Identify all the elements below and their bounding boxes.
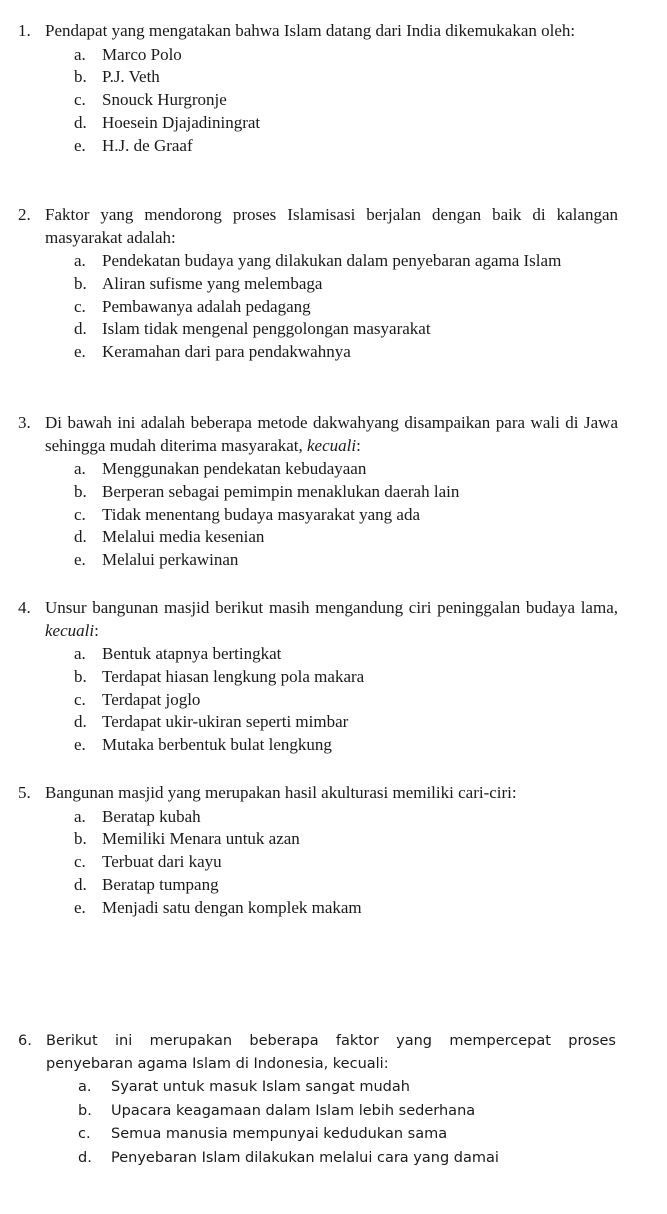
- option-b: [74, 66, 618, 89]
- option-letter: a.: [74, 644, 86, 663]
- option-c: [78, 1123, 616, 1147]
- question-text: [45, 412, 618, 457]
- option-letter: c.: [74, 296, 86, 316]
- option-letter: a.: [74, 44, 86, 64]
- question-text: Faktor yang mendorong proses Islamisasi berjalan dengan baik di kalangan masyarakat adalah:: [45, 205, 618, 247]
- option-letter: c.: [78, 1126, 91, 1142]
- option-text: Menggunakan pendekatan kebudayaan: [102, 459, 367, 478]
- question-4: [18, 597, 618, 757]
- option-b: [74, 828, 618, 851]
- option-list: [18, 1076, 616, 1170]
- option-text: Syarat untuk masuk Islam sangat mudah: [111, 1079, 410, 1095]
- option-text: Snouck Hurgronje: [102, 90, 227, 110]
- option-text: Islam tidak mengenal penggolongan masyarakat: [102, 319, 431, 339]
- option-letter: a.: [78, 1079, 92, 1095]
- option-text: P.J. Veth: [102, 67, 160, 87]
- option-text: Melalui media kesenian: [102, 527, 265, 547]
- option-text: Terbuat dari kayu: [102, 852, 222, 872]
- option-b: [74, 481, 618, 504]
- option-letter: e.: [74, 897, 86, 917]
- option-b: [78, 1100, 616, 1124]
- question-suffix: :: [94, 620, 99, 640]
- option-c: [74, 89, 618, 112]
- question-number: 6.: [18, 1033, 32, 1049]
- option-b: [74, 666, 618, 689]
- option-c: [74, 504, 618, 527]
- option-text: Hoesein Djajadiningrat: [102, 112, 261, 132]
- question-5: [18, 782, 618, 919]
- option-text: Keramahan dari para pendakwahnya: [102, 342, 351, 362]
- option-e: [74, 135, 618, 158]
- option-c: [74, 296, 618, 319]
- question-stem: [18, 412, 618, 457]
- option-text: Semua manusia mempunyai kedudukan sama: [111, 1126, 448, 1142]
- option-letter: c.: [74, 90, 86, 110]
- option-d: [78, 1147, 616, 1171]
- option-text: Melalui perkawinan: [102, 550, 239, 570]
- option-letter: c.: [74, 504, 86, 524]
- option-letter: b.: [78, 1102, 92, 1119]
- option-a: [78, 1076, 616, 1100]
- option-d: [74, 112, 618, 135]
- option-text: Terdapat joglo: [102, 689, 201, 709]
- option-c: [74, 689, 618, 712]
- option-letter: d.: [74, 319, 87, 339]
- question-emphasis: kecuali: [45, 620, 95, 640]
- option-letter: b.: [74, 829, 87, 849]
- question-number: 3.: [18, 413, 31, 432]
- question-text: Pendapat yang mengatakan bahwa Islam datang dari India dikemukakan oleh:: [45, 21, 576, 40]
- question-stem: [18, 204, 618, 249]
- question-emphasis: kecuali: [307, 435, 357, 455]
- question-text: [45, 597, 618, 642]
- option-text: Upacara keagamaan dalam Islam lebih sederhana: [111, 1102, 476, 1119]
- option-text: Aliran sufisme yang melembaga: [102, 273, 323, 293]
- option-text: Beratap tumpang: [102, 874, 219, 894]
- option-letter: a.: [74, 251, 86, 270]
- question-number: 4.: [18, 598, 31, 617]
- option-letter: c.: [74, 689, 86, 709]
- question-6: [18, 1030, 616, 1170]
- option-e: [74, 549, 618, 572]
- option-a: [74, 458, 618, 481]
- option-letter: b.: [74, 666, 87, 686]
- option-list: [18, 44, 618, 158]
- option-text: Berperan sebagai pemimpin menaklukan daerah lain: [102, 481, 460, 501]
- option-text: Marco Polo: [102, 44, 182, 64]
- option-letter: d.: [74, 527, 87, 547]
- option-text: Bentuk atapnya bertingkat: [102, 644, 282, 663]
- option-text: Beratap kubah: [102, 806, 201, 826]
- option-letter: e.: [74, 135, 86, 155]
- option-letter: b.: [74, 67, 87, 87]
- question-suffix: :: [356, 435, 361, 455]
- option-text: Menjadi satu dengan komplek makam: [102, 897, 362, 917]
- option-letter: d.: [78, 1149, 92, 1166]
- option-text: H.J. de Graaf: [102, 135, 193, 155]
- question-text: Bangunan masjid yang merupakan hasil akulturasi memiliki cari-ciri:: [45, 783, 517, 802]
- option-letter: b.: [74, 481, 87, 501]
- option-letter: c.: [74, 852, 86, 872]
- option-c: [74, 851, 618, 874]
- option-letter: a.: [74, 806, 86, 826]
- question-2: [18, 204, 618, 364]
- option-letter: e.: [74, 735, 86, 755]
- option-letter: d.: [74, 874, 87, 894]
- option-letter: d.: [74, 112, 87, 132]
- option-d: [74, 874, 618, 897]
- question-stem: [18, 20, 618, 43]
- option-list: [18, 806, 618, 920]
- option-a: [74, 250, 618, 273]
- option-text: Terdapat ukir-ukiran seperti mimbar: [102, 712, 349, 732]
- option-text: Pendekatan budaya yang dilakukan dalam penyebaran agama Islam: [102, 251, 562, 270]
- option-list: [18, 458, 618, 572]
- option-e: [74, 341, 618, 364]
- question-number: 2.: [18, 205, 31, 224]
- option-letter: b.: [74, 273, 87, 293]
- question-text: Berikut ini merupakan beberapa faktor yang mempercepat proses penyebaran agama Islam di Indonesia, kecuali:: [46, 1033, 616, 1072]
- option-a: [74, 643, 618, 666]
- option-text: Pembawanya adalah pedagang: [102, 296, 311, 316]
- option-a: [74, 44, 618, 67]
- option-text: Mutaka berbentuk bulat lengkung: [102, 735, 332, 755]
- question-3: [18, 412, 618, 572]
- option-text: Penyebaran Islam dilakukan melalui cara yang damai: [111, 1149, 499, 1166]
- option-letter: d.: [74, 712, 87, 732]
- option-text: Tidak menentang budaya masyarakat yang ada: [102, 504, 421, 524]
- question-number: 1.: [18, 21, 31, 40]
- option-list: [18, 643, 618, 757]
- option-d: [74, 711, 618, 734]
- question-1: [18, 20, 618, 157]
- option-e: [74, 734, 618, 757]
- option-list: [18, 250, 618, 364]
- option-b: [74, 273, 618, 296]
- option-d: [74, 526, 618, 549]
- question-number: 5.: [18, 783, 31, 802]
- option-d: [74, 318, 618, 341]
- question-stem: [18, 597, 618, 642]
- option-text: Memiliki Menara untuk azan: [102, 829, 300, 849]
- question-stem: [18, 782, 618, 805]
- option-text: Terdapat hiasan lengkung pola makara: [102, 666, 365, 686]
- question-stem: [18, 1030, 616, 1075]
- option-letter: a.: [74, 459, 86, 478]
- question-text-main: Di bawah ini adalah beberapa metode dakwahyang disampaikan para wali di Jawa sehingga mudah diterima masyarakat,: [45, 413, 618, 455]
- option-e: [74, 897, 618, 920]
- option-a: [74, 806, 618, 829]
- question-text-main: Unsur bangunan masjid berikut masih mengandung ciri peninggalan budaya lama,: [45, 598, 618, 617]
- option-letter: e.: [74, 342, 86, 362]
- option-letter: e.: [74, 550, 86, 570]
